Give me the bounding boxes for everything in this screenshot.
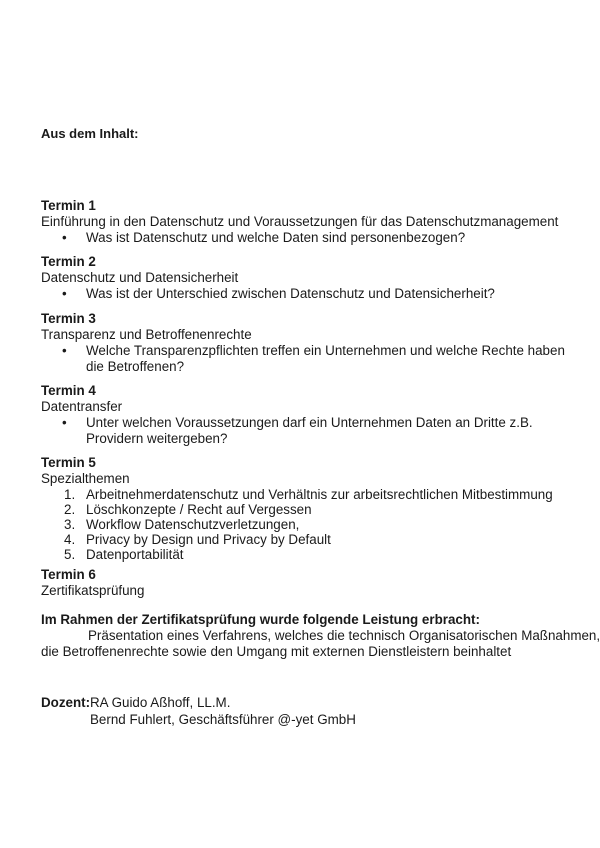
termin-title: Termin 2 <box>41 254 96 269</box>
item-number: 2. <box>64 502 76 517</box>
termin-subject: Transparenz und Betroffenenrechte <box>41 327 252 342</box>
item-number: 4. <box>64 532 76 547</box>
certification-line-2: die Betroffenenrechte sowie den Umgang mit externen Dienstleistern beinhaltet <box>41 644 512 659</box>
numbered-list <box>41 487 553 562</box>
termin-title: Termin 1 <box>41 198 96 213</box>
termin-title: Termin 5 <box>41 455 96 470</box>
bullet-list <box>41 230 600 246</box>
termin-4 <box>41 383 571 447</box>
bullet-item: • Was ist der Unterschied zwischen Datenschutz und Datensicherheit? <box>41 286 600 302</box>
numbered-item <box>41 502 553 517</box>
item-text: Datenportabilität <box>86 547 184 562</box>
termin-subject: Zertifikatsprüfung <box>41 583 145 598</box>
termin-subject: Datentransfer <box>41 399 123 414</box>
termin-title: Termin 3 <box>41 311 96 326</box>
termin-title: Termin 4 <box>41 383 96 398</box>
certification-text <box>41 628 600 660</box>
bullet-list <box>41 415 571 447</box>
page-heading: Aus dem Inhalt: <box>41 126 139 141</box>
termin-5 <box>41 455 553 562</box>
item-number: 3. <box>64 517 76 532</box>
dozent-label: Dozent: <box>41 695 91 710</box>
numbered-item <box>41 487 553 502</box>
bullet-item: • Was ist Datenschutz und welche Daten sind personenbezogen? <box>41 230 600 246</box>
termin-1 <box>41 198 600 246</box>
termin-2 <box>41 254 600 302</box>
item-number: 5. <box>64 547 76 562</box>
dozent-section <box>41 694 356 727</box>
bullet-list <box>41 343 571 375</box>
termin-subject: Spezialthemen <box>41 471 130 486</box>
item-text: Arbeitnehmerdatenschutz und Verhältnis zur arbeitsrechtlichen Mitbestimmung <box>86 487 553 502</box>
numbered-item <box>41 517 553 532</box>
numbered-item <box>41 547 553 562</box>
bullet-item: • Unter welchen Voraussetzungen darf ein Unternehmen Daten an Dritte z.B. Providern weitergeben? <box>41 415 571 447</box>
item-text: Löschkonzepte / Recht auf Vergessen <box>86 502 312 517</box>
dozent-name: Bernd Fuhlert, Geschäftsführer @-yet GmbH <box>90 712 356 727</box>
dozent-names <box>90 694 356 728</box>
termin-title: Termin 6 <box>41 567 96 582</box>
certification-line-1: Präsentation eines Verfahrens, welches die technisch Organisatorischen Maßnahmen, <box>88 628 600 643</box>
termin-subject: Datenschutz und Datensicherheit <box>41 270 239 285</box>
item-number: 1. <box>64 487 76 502</box>
item-text: Workflow Datenschutzverletzungen, <box>86 517 300 532</box>
termin-3 <box>41 311 571 375</box>
termin-6 <box>41 567 144 599</box>
bullet-list <box>41 286 600 302</box>
item-text: Privacy by Design und Privacy by Default <box>86 532 331 547</box>
numbered-item <box>41 532 553 547</box>
termin-subject: Einführung in den Datenschutz und Voraussetzungen für das Datenschutzmanagement <box>41 214 559 229</box>
bullet-item: • Welche Transparenzpflichten treffen ein Unternehmen und welche Rechte haben die Betroffenen? <box>41 343 571 375</box>
certification-title: Im Rahmen der Zertifikatsprüfung wurde folgende Leistung erbracht: <box>41 612 480 627</box>
dozent-name: RA Guido Aßhoff, LL.M. <box>90 695 231 710</box>
certification-section <box>41 612 600 660</box>
